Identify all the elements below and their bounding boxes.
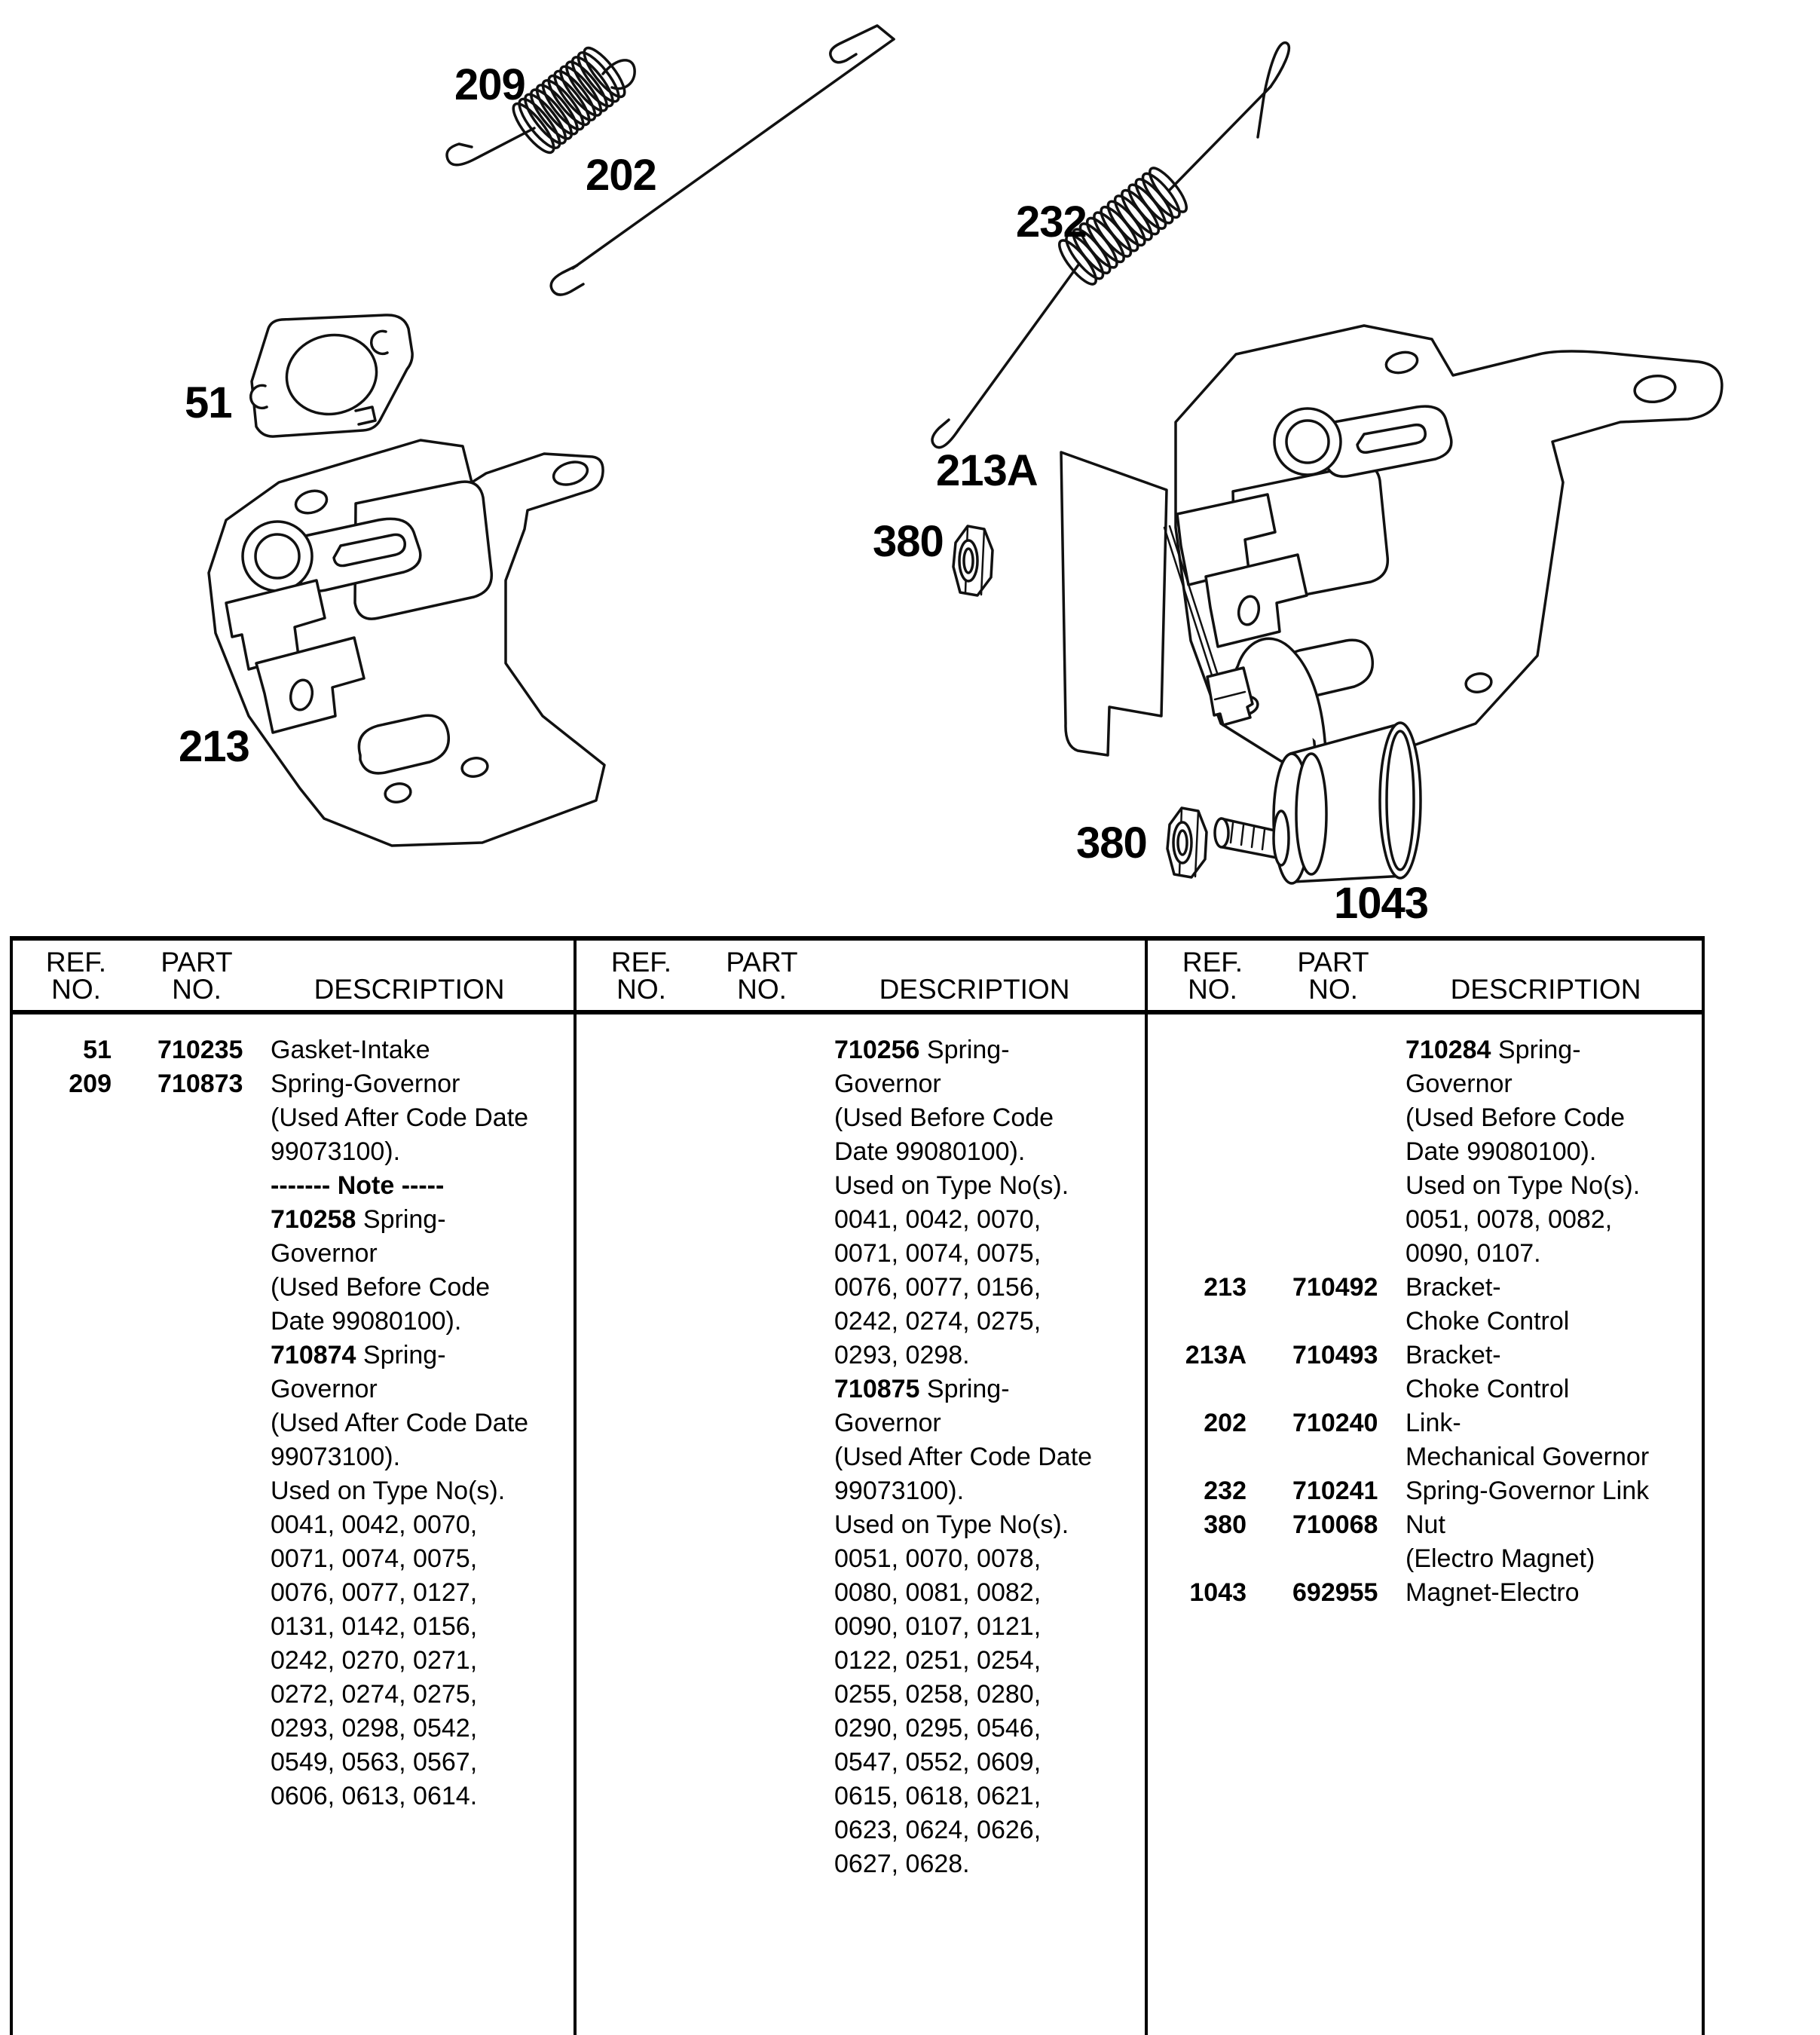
description-cell: Date 99080100).	[271, 1307, 462, 1336]
table-line	[574, 1139, 1145, 1173]
table-line	[1145, 1546, 1702, 1580]
hdr-part-2a: PART	[726, 947, 798, 978]
description-cell: Mechanical Governor	[1406, 1443, 1650, 1471]
callout-202: 202	[586, 151, 656, 200]
table-line	[574, 1851, 1145, 1885]
table-line	[10, 1580, 574, 1614]
part-no-cell: 710493	[1292, 1341, 1378, 1369]
table-line	[574, 1105, 1145, 1139]
table-line	[1145, 1478, 1702, 1512]
description-cell: Governor	[271, 1239, 378, 1268]
hdr-desc-3: DESCRIPTION	[1450, 974, 1641, 1005]
hdr-part-1a: PART	[161, 947, 233, 978]
table-line	[574, 1817, 1145, 1851]
table-line	[10, 1139, 574, 1173]
description-cell: 0076, 0077, 0156,	[834, 1273, 1042, 1302]
description-cell: Spring-Governor Link	[1406, 1477, 1650, 1505]
callout-209: 209	[454, 60, 525, 109]
table-line	[10, 1105, 574, 1139]
description-cell: 0255, 0258, 0280,	[834, 1680, 1042, 1709]
parts-list-column-1	[10, 1037, 574, 1817]
table-line	[1145, 1512, 1702, 1546]
description-cell: Used on Type No(s).	[834, 1510, 1069, 1539]
callout-51: 51	[185, 378, 232, 427]
description-cell: Used on Type No(s).	[271, 1477, 506, 1505]
table-line	[574, 1308, 1145, 1342]
table-line	[10, 1648, 574, 1682]
table-line	[1145, 1207, 1702, 1241]
table-line	[574, 1275, 1145, 1308]
table-line	[574, 1342, 1145, 1376]
description-cell: Bracket-	[1406, 1273, 1501, 1302]
description-cell: Date 99080100).	[1406, 1137, 1597, 1166]
description-cell: 0290, 0295, 0546,	[834, 1714, 1042, 1743]
hdr-ref-2b: NO.	[616, 974, 666, 1005]
table-line	[574, 1614, 1145, 1648]
description-cell: ------- Note -----	[271, 1171, 445, 1200]
table-line	[10, 1376, 574, 1410]
table-line	[10, 1241, 574, 1275]
table-line	[574, 1682, 1145, 1715]
table-line	[574, 1783, 1145, 1817]
table-line	[574, 1376, 1145, 1410]
callout-380-left: 380	[873, 517, 944, 566]
table-line	[10, 1444, 574, 1478]
description-cell: 0071, 0074, 0075,	[271, 1544, 478, 1573]
table-line	[10, 1749, 574, 1783]
ref-no-cell: 51	[83, 1036, 112, 1064]
table-line	[574, 1037, 1145, 1071]
table-line	[10, 1308, 574, 1342]
gasket-intake-51-icon	[251, 315, 412, 436]
description-cell: 0080, 0081, 0082,	[834, 1578, 1042, 1607]
hdr-part-1b: NO.	[172, 974, 222, 1005]
description-cell: Choke Control	[1406, 1375, 1570, 1403]
table-line	[10, 1512, 574, 1546]
table-line	[574, 1241, 1145, 1275]
table-line	[10, 1783, 574, 1817]
description-cell: (Used Before Code	[1406, 1103, 1626, 1132]
callout-1043: 1043	[1334, 879, 1429, 928]
description-cell: Governor	[834, 1070, 941, 1098]
description-cell: 0090, 0107, 0121,	[834, 1612, 1042, 1641]
table-line	[1145, 1275, 1702, 1308]
hdr-desc-1: DESCRIPTION	[314, 974, 505, 1005]
table-line	[1145, 1037, 1702, 1071]
description-cell: 0242, 0274, 0275,	[834, 1307, 1042, 1336]
table-line	[574, 1207, 1145, 1241]
table-line	[10, 1207, 574, 1241]
table-line	[1145, 1308, 1702, 1342]
description-cell: 710875 Spring-	[834, 1375, 1010, 1403]
hdr-desc-2: DESCRIPTION	[879, 974, 1070, 1005]
description-cell: Date 99080100).	[834, 1137, 1026, 1166]
description-cell: 0076, 0077, 0127,	[271, 1578, 478, 1607]
description-cell: 710284 Spring-	[1406, 1036, 1581, 1064]
nut-380-left-icon	[953, 526, 993, 595]
table-line	[574, 1071, 1145, 1105]
description-cell: 0051, 0078, 0082,	[1406, 1205, 1613, 1234]
parts-list-column-3	[1145, 1037, 1702, 1614]
bracket-choke-control-213-icon	[209, 440, 604, 846]
table-line	[574, 1749, 1145, 1783]
ref-no-cell: 213A	[1185, 1341, 1246, 1369]
description-cell: Governor	[834, 1409, 941, 1437]
description-cell: Spring-Governor	[271, 1070, 460, 1098]
table-line	[10, 1614, 574, 1648]
description-cell: (Used Before Code	[834, 1103, 1054, 1132]
hdr-ref-3b: NO.	[1188, 974, 1237, 1005]
description-cell: 0623, 0624, 0626,	[834, 1816, 1042, 1844]
table-line	[10, 1715, 574, 1749]
description-cell: Gasket-Intake	[271, 1036, 430, 1064]
table-line	[10, 1682, 574, 1715]
callout-213: 213	[179, 722, 249, 771]
table-line	[1145, 1241, 1702, 1275]
table-border-right	[1702, 936, 1705, 2035]
table-line	[574, 1444, 1145, 1478]
description-cell: (Used After Code Date	[271, 1103, 529, 1132]
description-cell: 0615, 0618, 0621,	[834, 1782, 1042, 1810]
description-cell: 710258 Spring-	[271, 1205, 446, 1234]
description-cell: 0272, 0274, 0275,	[271, 1680, 478, 1709]
description-cell: 710256 Spring-	[834, 1036, 1010, 1064]
bracket-choke-control-213A-icon	[1061, 326, 1722, 761]
table-header-rule	[10, 1010, 1705, 1014]
table-line	[10, 1071, 574, 1105]
ref-no-cell: 209	[69, 1070, 112, 1098]
ref-no-cell: 202	[1204, 1409, 1246, 1437]
table-line	[10, 1342, 574, 1376]
table-line	[1145, 1410, 1702, 1444]
table-line	[574, 1173, 1145, 1207]
table-line	[574, 1410, 1145, 1444]
description-cell: Choke Control	[1406, 1307, 1570, 1336]
table-line	[1145, 1173, 1702, 1207]
table-line	[10, 1037, 574, 1071]
description-cell: Magnet-Electro	[1406, 1578, 1580, 1607]
description-cell: (Used After Code Date	[834, 1443, 1093, 1471]
description-cell: 0122, 0251, 0254,	[834, 1646, 1042, 1675]
description-cell: Nut	[1406, 1510, 1445, 1539]
table-line	[1145, 1139, 1702, 1173]
table-line	[10, 1546, 574, 1580]
part-no-cell: 710492	[1292, 1273, 1378, 1302]
hdr-part-2b: NO.	[737, 974, 787, 1005]
ref-no-cell: 380	[1204, 1510, 1246, 1539]
table-line	[10, 1410, 574, 1444]
description-cell: 0041, 0042, 0070,	[834, 1205, 1042, 1234]
nut-380-right-icon	[1167, 808, 1207, 877]
callout-232: 232	[1016, 197, 1087, 246]
parts-list-column-2	[574, 1037, 1145, 1885]
table-line	[1145, 1105, 1702, 1139]
description-cell: Used on Type No(s).	[1406, 1171, 1641, 1200]
ref-no-cell: 1043	[1189, 1578, 1246, 1607]
table-line	[10, 1173, 574, 1207]
hdr-part-3b: NO.	[1308, 974, 1358, 1005]
hdr-ref-3a: REF.	[1182, 947, 1243, 978]
table-line	[574, 1546, 1145, 1580]
hdr-ref-1a: REF.	[45, 947, 107, 978]
description-cell: 0071, 0074, 0075,	[834, 1239, 1042, 1268]
hdr-part-3a: PART	[1297, 947, 1369, 978]
description-cell: 0293, 0298, 0542,	[271, 1714, 478, 1743]
ref-no-cell: 232	[1204, 1477, 1246, 1505]
callout-213A: 213A	[936, 446, 1038, 495]
part-no-cell: 710241	[1292, 1477, 1378, 1505]
description-cell: 0549, 0563, 0567,	[271, 1748, 478, 1776]
table-line	[1145, 1376, 1702, 1410]
hdr-ref-1b: NO.	[51, 974, 101, 1005]
description-cell: 99073100).	[834, 1477, 965, 1505]
callout-380-right: 380	[1076, 819, 1147, 868]
description-cell: 0131, 0142, 0156,	[271, 1612, 478, 1641]
table-line	[1145, 1444, 1702, 1478]
table-line	[574, 1580, 1145, 1614]
table-line	[574, 1478, 1145, 1512]
table-line	[1145, 1071, 1702, 1105]
description-cell: 0627, 0628.	[834, 1850, 970, 1878]
table-line	[574, 1648, 1145, 1682]
table-line	[574, 1512, 1145, 1546]
description-cell: Used on Type No(s).	[834, 1171, 1069, 1200]
table-line	[10, 1478, 574, 1512]
description-cell: Governor	[271, 1375, 378, 1403]
description-cell: 0090, 0107.	[1406, 1239, 1541, 1268]
hdr-ref-2a: REF.	[610, 947, 672, 978]
table-line	[574, 1715, 1145, 1749]
description-cell: 0242, 0270, 0271,	[271, 1646, 478, 1675]
part-no-cell: 710068	[1292, 1510, 1378, 1539]
part-no-cell: 710235	[158, 1036, 243, 1064]
table-line	[1145, 1342, 1702, 1376]
description-cell: (Used Before Code	[271, 1273, 491, 1302]
table-line	[10, 1275, 574, 1308]
ref-no-cell: 213	[1204, 1273, 1246, 1302]
description-cell: 99073100).	[271, 1137, 401, 1166]
description-cell: 99073100).	[271, 1443, 401, 1471]
exploded-parts-diagram	[0, 0, 1820, 935]
description-cell: 0051, 0070, 0078,	[834, 1544, 1042, 1573]
part-no-cell: 692955	[1292, 1578, 1378, 1607]
part-no-cell: 710873	[158, 1070, 243, 1098]
description-cell: 0606, 0613, 0614.	[271, 1782, 478, 1810]
description-cell: 0547, 0552, 0609,	[834, 1748, 1042, 1776]
description-cell: 0041, 0042, 0070,	[271, 1510, 478, 1539]
description-cell: Governor	[1406, 1070, 1513, 1098]
table-top-rule	[10, 936, 1705, 941]
description-cell: (Used After Code Date	[271, 1409, 529, 1437]
part-no-cell: 710240	[1292, 1409, 1378, 1437]
description-cell: 0293, 0298.	[834, 1341, 970, 1369]
description-cell: Link-	[1406, 1409, 1461, 1437]
description-cell: (Electro Magnet)	[1406, 1544, 1595, 1573]
description-cell: Bracket-	[1406, 1341, 1501, 1369]
description-cell: 710874 Spring-	[271, 1341, 446, 1369]
table-line	[1145, 1580, 1702, 1614]
